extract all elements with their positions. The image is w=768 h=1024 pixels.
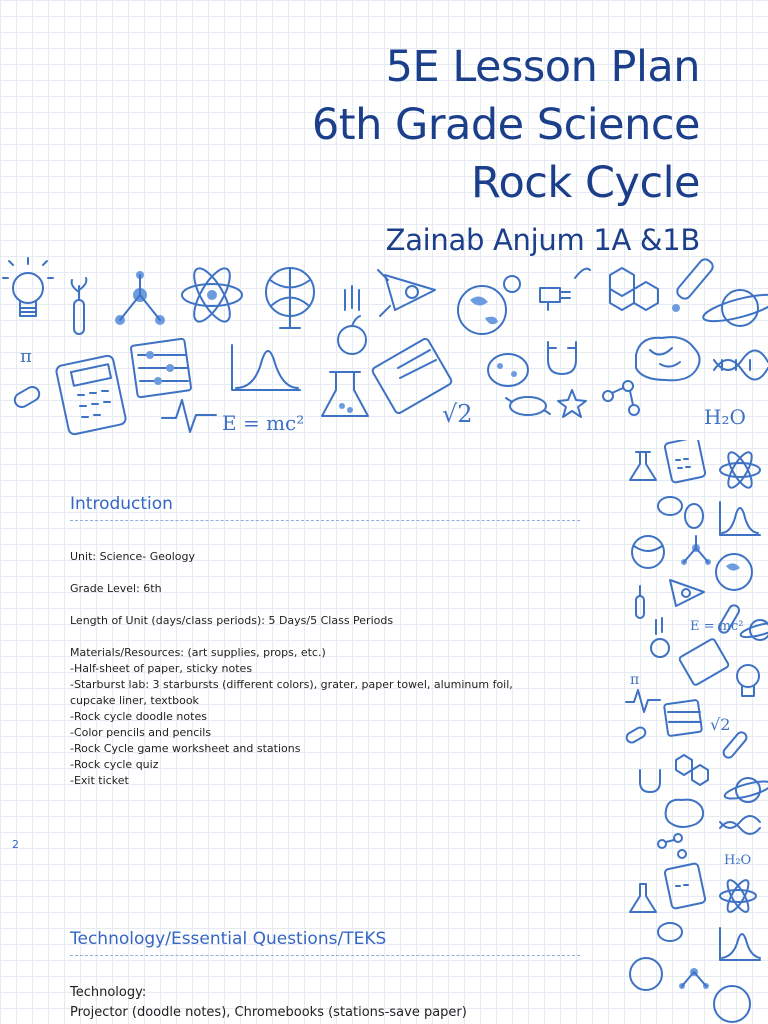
materials-item: -Rock cycle doodle notes: [70, 710, 207, 723]
pill-icon: [625, 726, 647, 745]
grade-line: Grade Level: 6th: [70, 582, 162, 595]
star-icon: [558, 390, 586, 417]
heartbeat-icon: [162, 400, 216, 432]
introduction-body: [70, 549, 540, 789]
saturn-icon: [723, 778, 768, 802]
planet-earth-icon: [458, 276, 520, 334]
atom-icon: [720, 449, 760, 491]
length-line: Length of Unit (days/class periods): 5 Days/5 Class Periods: [70, 614, 394, 627]
emc2-formula: E = mc²: [222, 411, 305, 435]
technology-body: [70, 983, 467, 1023]
molecule-icon: [679, 968, 709, 989]
materials-item: -Half-sheet of paper, sticky notes: [70, 662, 253, 675]
dna-icon: [714, 350, 768, 379]
molecule-icon: [115, 271, 165, 325]
bell-curve-icon: [720, 502, 760, 535]
planet-earth-icon: [714, 986, 750, 1022]
globe-icon: [632, 536, 664, 568]
book-icon: [371, 337, 452, 414]
title-block: [312, 38, 700, 260]
title-line-3: Rock Cycle: [471, 158, 700, 208]
bacteria-icon: [658, 923, 682, 941]
planet-earth-icon: [716, 554, 752, 590]
globe-icon: [630, 958, 662, 990]
sqrt-formula: √2: [442, 400, 473, 428]
test-tube-icon: [722, 730, 749, 759]
test-tube-icon: [672, 257, 715, 312]
bacteria-icon: [488, 354, 550, 415]
saturn-icon: [701, 289, 768, 326]
flask-icon: [630, 452, 656, 480]
lightbulb-icon: [737, 665, 759, 696]
hexagon-molecule-icon: [610, 268, 658, 310]
plug-icon: [540, 269, 590, 310]
technology-line: Projector (doodle notes), Chromebooks (stations-save paper): [70, 1005, 467, 1020]
bell-curve-icon: [232, 345, 300, 390]
title-line-1: 5E Lesson Plan: [385, 42, 700, 92]
introduction-heading: Introduction: [70, 494, 580, 521]
pi-symbol: π: [630, 672, 640, 688]
falling-apple-icon: [338, 286, 366, 354]
h2o-formula: H₂O: [704, 405, 746, 429]
atom-icon: [182, 264, 242, 327]
heartbeat-icon: [626, 690, 660, 712]
lightbulb-icon: [3, 258, 53, 316]
title-line-2: 6th Grade Science: [311, 100, 700, 150]
magnet-icon: [640, 770, 660, 792]
materials-item: -Color pencils and pencils: [70, 726, 212, 739]
calculator-icon: [55, 355, 126, 436]
materials-heading: Materials/Resources: (art supplies, props, etc.): [70, 646, 326, 659]
falling-apple-icon: [651, 618, 669, 657]
rocket-icon: [670, 580, 704, 606]
materials-item: -Starburst lab: 3 starbursts (different colors), grater, paper towel, aluminum foil,: [70, 678, 513, 691]
rocket-icon: [378, 270, 435, 316]
molecule-small-icon: [658, 834, 686, 858]
science-doodle-sidebar: [620, 440, 768, 1024]
magnet-icon: [548, 342, 576, 374]
technology-label: Technology:: [70, 985, 147, 1000]
calculator-icon: [664, 863, 706, 909]
author-line: Zainab Anjum 1A &1B: [385, 223, 700, 257]
molecule-icon: [681, 536, 711, 565]
abacus-icon: [131, 338, 192, 397]
pill-icon: [12, 384, 42, 409]
emc2-formula: E = mc²: [690, 619, 744, 634]
unit-line: Unit: Science- Geology: [70, 550, 196, 563]
pi-symbol: π: [20, 346, 32, 367]
calculator-icon: [664, 440, 706, 483]
seedling-tube-icon: [636, 586, 644, 618]
hexagon-molecule-icon: [676, 755, 708, 785]
flask-icon: [322, 372, 368, 416]
page-number: 2: [12, 838, 19, 851]
bell-curve-icon: [720, 928, 760, 960]
abacus-icon: [664, 700, 702, 736]
materials-item: -Exit ticket: [70, 774, 129, 787]
book-icon: [679, 638, 730, 686]
bacteria-icon: [658, 497, 703, 528]
materials-item: cupcake liner, textbook: [70, 694, 199, 707]
materials-item: -Rock cycle quiz: [70, 758, 159, 771]
h2o-formula: H₂O: [724, 853, 752, 868]
dna-icon: [720, 816, 760, 834]
science-doodle-banner: [0, 250, 768, 440]
brain-icon: [666, 800, 704, 827]
flask-icon: [630, 884, 656, 912]
technology-heading: Technology/Essential Questions/TEKS: [70, 929, 580, 956]
seedling-tube-icon: [72, 278, 87, 334]
atom-icon: [720, 877, 756, 914]
sqrt-formula: √2: [710, 715, 731, 734]
brain-icon: [636, 337, 700, 380]
materials-item: -Rock Cycle game worksheet and stations: [70, 742, 301, 755]
saturn-icon: [739, 620, 768, 640]
molecule-small-icon: [603, 381, 639, 415]
globe-icon: [266, 268, 314, 328]
